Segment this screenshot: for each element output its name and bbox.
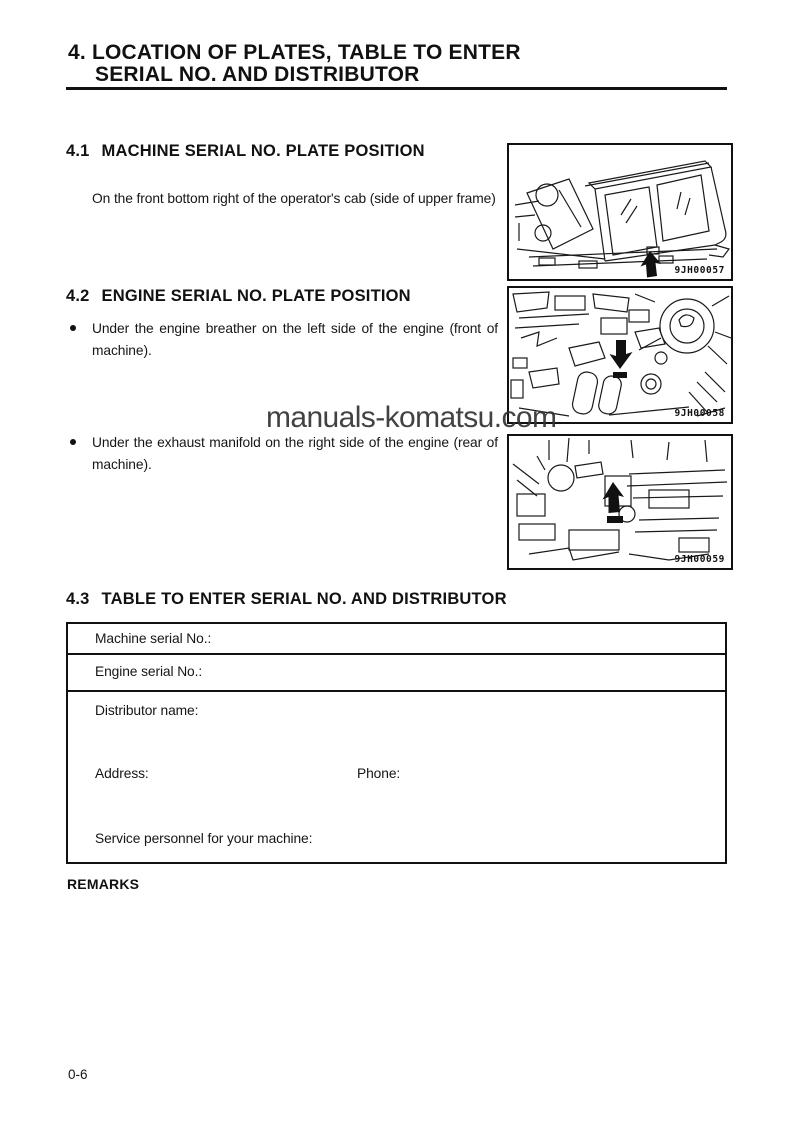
table-row-divider (68, 653, 725, 655)
excavator-cab-drawing (509, 145, 731, 279)
section-4-2-number: 4.2 (66, 287, 90, 305)
list-item-engine-breather (66, 318, 498, 361)
page-title-line1: 4. LOCATION OF PLATES, TABLE TO ENTER (68, 41, 521, 64)
distributor-name-label: Distributor name: (95, 703, 199, 718)
bullet-text: Under the engine breather on the left side of the engine (front of machine). (92, 321, 498, 358)
section-4-2-title: ENGINE SERIAL NO. PLATE POSITION (101, 287, 411, 305)
title-rule (66, 87, 727, 90)
table-row-divider (68, 690, 725, 692)
section-4-1-heading (66, 142, 425, 161)
serial-distributor-table (66, 622, 727, 864)
plate-location-arrow-icon (610, 340, 633, 369)
figure-code-9jh00059: 9JH00059 (674, 554, 725, 565)
bullet-icon (70, 325, 76, 331)
figure-code-9jh00058: 9JH00058 (674, 408, 725, 419)
page-title-line2: SERIAL NO. AND DISTRIBUTOR (95, 63, 420, 86)
page-title (68, 42, 521, 86)
bullet-text: Under the exhaust manifold on the right side of the engine (rear of machine). (92, 435, 498, 472)
machine-serial-label: Machine serial No.: (95, 631, 212, 646)
section-4-2-heading (66, 287, 411, 306)
engine-serial-label: Engine serial No.: (95, 664, 203, 679)
address-label: Address: (95, 766, 149, 781)
section-4-1-number: 4.1 (66, 142, 90, 160)
figure-code-9jh00057: 9JH00057 (674, 265, 725, 276)
watermark: manuals-komatsu.com (266, 401, 557, 434)
section-4-3-title: TABLE TO ENTER SERIAL NO. AND DISTRIBUTOR (101, 590, 507, 608)
list-item-exhaust-manifold (66, 432, 498, 475)
engine-side-drawing (509, 436, 731, 568)
phone-label: Phone: (357, 766, 401, 781)
section-4-1-title: MACHINE SERIAL NO. PLATE POSITION (101, 142, 425, 160)
page-number: 0-6 (68, 1067, 88, 1082)
section-4-1-body: On the front bottom right of the operator's cab (side of upper frame) (92, 190, 496, 206)
remarks-label: REMARKS (67, 876, 140, 892)
figure-machine-serial-plate (507, 143, 733, 281)
service-personnel-label: Service personnel for your machine: (95, 831, 313, 846)
engine-plate-mark (607, 516, 623, 523)
engine-plate-mark (613, 372, 627, 378)
bullet-icon (70, 439, 76, 445)
figure-engine-serial-plate-rear (507, 434, 733, 570)
section-4-3-heading (66, 590, 507, 609)
section-4-3-number: 4.3 (66, 590, 90, 608)
